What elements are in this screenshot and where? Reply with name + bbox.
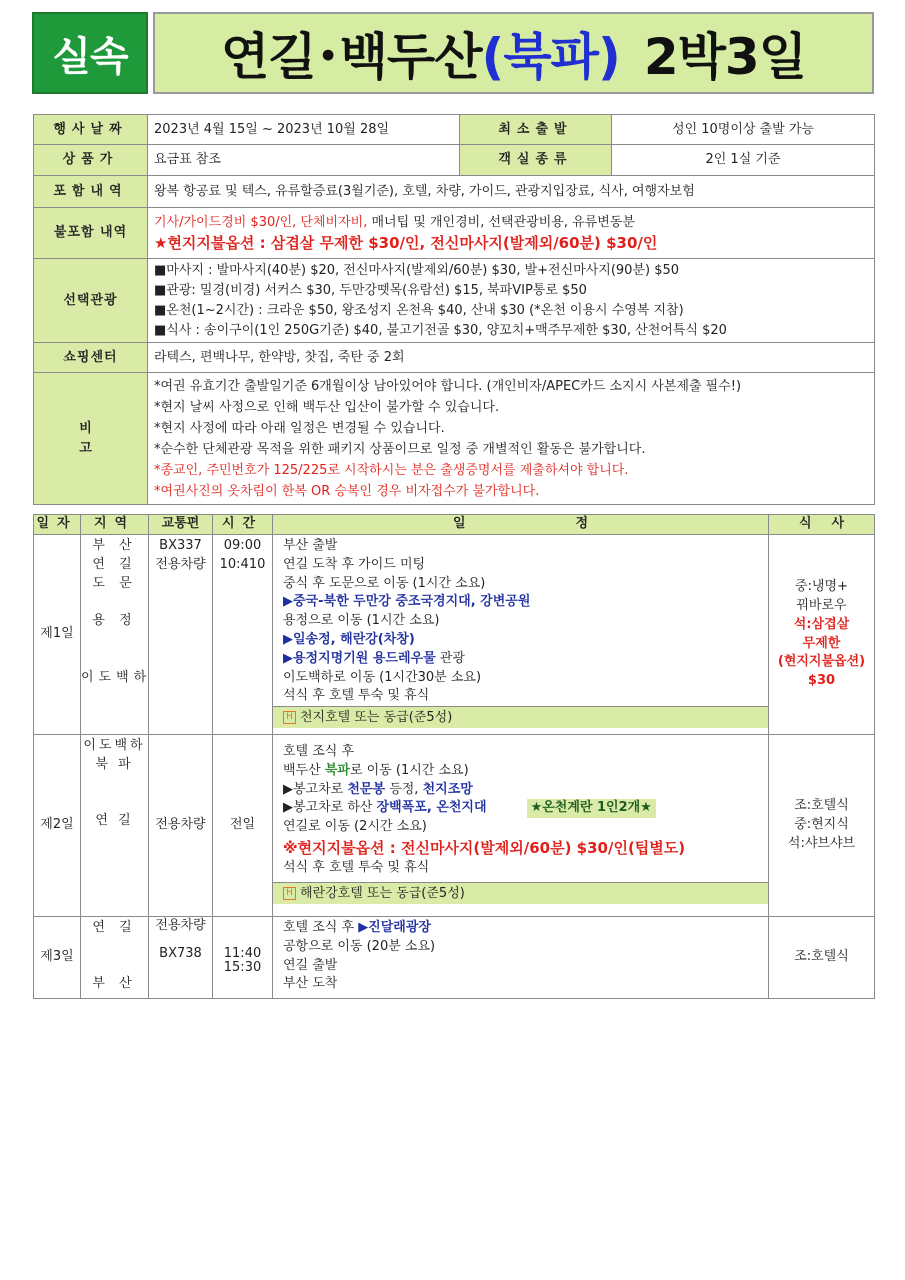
optional-label: 선택관광: [34, 259, 148, 343]
min-depart-value: 성인 10명이상 출발 가능: [612, 115, 875, 145]
itinerary-highlight: ▶중국-북한 두만강 중조국경지대, 강변공원: [283, 594, 531, 610]
optional-item: ■관광: 밀경(비경) 서커스 $30, 두만강뗏목(유람선) $15, 북파VIP통로 $50: [154, 282, 587, 298]
itinerary-line: 호텔 조식 후: [283, 744, 355, 759]
info-row-date: [34, 115, 875, 145]
page-title: [153, 12, 874, 94]
itinerary-line: 공항으로 이동 (20분 소요): [283, 938, 436, 954]
min-depart-label: 최소출발: [460, 115, 612, 145]
col-transport: 교통편: [149, 515, 213, 535]
note-item-red: *종교인, 주민번호가 125/225로 시작하시는 분은 출생증명서를 제출하셔야 합니다.: [154, 462, 629, 478]
itinerary-line: 연길 도착 후 가이드 미팅: [283, 556, 426, 572]
itinerary-line: 연길로 이동 (2시간 소요): [283, 819, 427, 835]
itinerary-line: 용정으로 이동 (1시간 소요): [283, 613, 440, 629]
itinerary-highlight: ▶진달래광장: [358, 920, 431, 935]
itinerary-line: 석식 후 호텔 투숙 및 휴식: [283, 688, 430, 704]
optional-item: ■마사지 : 발마사지(40분) $20, 전신마사지(발제외/60분) $30, 발+전신마사지(90분) $50: [154, 262, 680, 278]
itinerary-line: 이도백하로 이동 (1시간30분 소요): [283, 669, 482, 685]
itinerary-line: 등정,: [385, 781, 423, 797]
col-day: 일자: [34, 515, 81, 535]
exclude-option: ★현지지불옵션 : 삼겹살 무제한 $30/인, 전신마사지(발제외/60분) $30/인: [154, 234, 658, 252]
shopping-value: 라텍스, 편백나무, 한약방, 찻집, 죽탄 중 2회: [148, 343, 875, 373]
col-place: 지역: [81, 515, 149, 535]
note-item: *현지 사정에 따라 아래 일정은 변경될 수 있습니다.: [154, 420, 445, 436]
hotel-icon: H: [283, 887, 296, 900]
price-value: 요금표 참조: [148, 145, 460, 176]
event-date-label: 행사날짜: [34, 115, 148, 145]
hotel-bar: [273, 882, 768, 904]
notes-label: 비 고: [34, 373, 148, 505]
itinerary-line: 부산 도착: [283, 976, 338, 992]
meal-line: 꿔바로우: [796, 597, 847, 613]
day-transport: BX337 전용차량: [149, 535, 213, 735]
day-transport: 전용차량: [149, 735, 213, 917]
day-time: 11:40 15:30: [213, 917, 273, 999]
event-date-value: 2023년 4월 15일 ~ 2023년 10월 28일: [148, 115, 460, 145]
day-meals: [769, 535, 875, 735]
price-label: 상품가: [34, 145, 148, 176]
meal-line: 중:현지식: [794, 817, 849, 833]
header-badge: [32, 12, 148, 94]
exclude-red: 기사/가이드경비 $30/인, 단체비자비,: [154, 215, 368, 230]
day-label: 제2일: [34, 735, 81, 917]
info-row-exclude: [34, 208, 875, 259]
schedule-table: [33, 514, 875, 999]
optional-item: ■식사 : 송이구이(1인 250G기준) $40, 불고기전골 $30, 양꼬치+맥주무제한 $30, 산천어특식 $20: [154, 322, 727, 338]
optional-item: ■온천(1~2시간) : 크라운 $50, 왕조성지 온천욕 $40, 산내 $30 (*온천 이용시 수영복 지참): [154, 302, 684, 318]
schedule-row-day3: [34, 917, 875, 999]
info-row-price: [34, 145, 875, 176]
itinerary-highlight: ▶용정지명기원 용드레우물: [283, 650, 436, 666]
itinerary-line: 호텔 조식 후: [283, 920, 359, 935]
hotel-bar: [273, 706, 768, 728]
meal-line-red: 무제한: [802, 635, 841, 651]
day-transport: 전용차량 BX738: [149, 917, 213, 999]
schedule-row-day1: [34, 535, 875, 735]
itinerary-highlight: 천지조망: [422, 781, 473, 797]
info-row-notes: [34, 373, 875, 505]
day-places: 연 길 부 산: [81, 917, 149, 999]
schedule-header-row: [34, 515, 875, 535]
itinerary-line: 연길 출발: [283, 957, 338, 973]
exclude-black: 매너팁 및 개인경비, 선택관광비용, 유류변동분: [367, 215, 635, 230]
meal-line-red: (현지지불옵션): [777, 654, 866, 670]
shopping-label: 쇼핑센터: [34, 343, 148, 373]
schedule-row-day2: [34, 735, 875, 917]
day-time: 09:00 10:410: [213, 535, 273, 735]
itinerary-line: 로 이동 (1시간 소요): [349, 762, 469, 778]
title-main: 연길･백두산: [221, 28, 482, 86]
info-row-include: [34, 176, 875, 208]
day-places: 이도백하 북 파 연 길: [81, 735, 149, 917]
itinerary-line: 부산 출발: [283, 538, 338, 553]
day-itinerary: [273, 735, 769, 917]
title-tail: 2박3일: [643, 28, 806, 86]
info-row-shopping: [34, 343, 875, 373]
meal-line-red: 석:삼겹살: [793, 616, 850, 632]
note-item: *현지 날씨 사정으로 인해 백두산 입산이 불가할 수 있습니다.: [154, 399, 500, 415]
info-table: [33, 114, 875, 505]
spa-egg-badge: ★온천계란 1인2개★: [527, 799, 656, 818]
col-time: 시간: [213, 515, 273, 535]
note-item-red: *여권사진의 옷차림이 한복 OR 승복인 경우 비자접수가 불가합니다.: [154, 483, 540, 499]
badge-text: 실속: [52, 33, 128, 80]
notes-value: [148, 373, 875, 505]
col-itinerary: 일정: [273, 515, 769, 535]
exclude-value: [148, 208, 875, 259]
optional-value: [148, 259, 875, 343]
title-blue: (북파): [481, 28, 620, 86]
room-value: 2인 1실 기준: [612, 145, 875, 176]
info-row-optional: [34, 259, 875, 343]
col-meal: 식사: [769, 515, 875, 535]
itinerary-highlight: 천문봉: [347, 781, 386, 797]
itinerary-line: ▶봉고차로: [283, 781, 348, 797]
day-time: 전일: [213, 735, 273, 917]
itinerary-line: 석식 후 호텔 투숙 및 휴식: [283, 859, 430, 875]
hotel-name: 해란강호텔 또는 동급(준5성): [300, 885, 465, 901]
day-label: 제1일: [34, 535, 81, 735]
include-value: 왕복 항공료 및 텍스, 유류할증료(3월기준), 호텔, 차량, 가이드, 관광지입장료, 식사, 여행자보험: [148, 176, 875, 208]
meal-line-red: $30: [807, 673, 836, 689]
hotel-name: 천지호텔 또는 동급(준5성): [300, 710, 453, 726]
day-label: 제3일: [34, 917, 81, 999]
day-meals: [769, 735, 875, 917]
itinerary-line: 백두산: [283, 762, 325, 778]
itinerary-line: ▶봉고차로 하산: [283, 800, 377, 816]
day-itinerary: [273, 917, 769, 999]
exclude-label: 불포함 내역: [34, 208, 148, 259]
include-label: 포함내역: [34, 176, 148, 208]
day-meals: [769, 917, 875, 999]
itinerary-line: 중식 후 도문으로 이동 (1시간 소요): [283, 575, 486, 591]
day-places: 부 산 연 길 도 문 용 정 이도백하: [81, 535, 149, 735]
meal-line: 조:호텔식: [794, 798, 849, 814]
meal-line: 조:호텔식: [794, 949, 849, 965]
itinerary-highlight: 장백폭포, 온천지대: [376, 800, 487, 816]
note-item: *순수한 단체관광 목적을 위한 패키지 상품이므로 일정 중 개별적인 활동은 불가합니다.: [154, 441, 646, 457]
itinerary-highlight: 북파: [324, 762, 350, 778]
itinerary-option-red: ※현지지불옵션 : 전신마사지(발제외/60분) $30/인(팁별도): [283, 838, 686, 857]
itinerary-highlight: ▶일송정, 해란강(차창): [283, 631, 415, 647]
room-label: 객실종류: [460, 145, 612, 176]
meal-line: 석:샤브샤브: [787, 835, 856, 851]
meal-line: 중:냉명+: [795, 579, 848, 595]
note-item: *여권 유효기간 출발일기준 6개월이상 남아있어야 합니다. (개인비자/APEC카드 소지시 사본제출 필수!): [154, 378, 742, 394]
day-itinerary: [273, 535, 769, 735]
itinerary-line: 관광: [435, 650, 465, 666]
hotel-icon: H: [283, 711, 296, 724]
